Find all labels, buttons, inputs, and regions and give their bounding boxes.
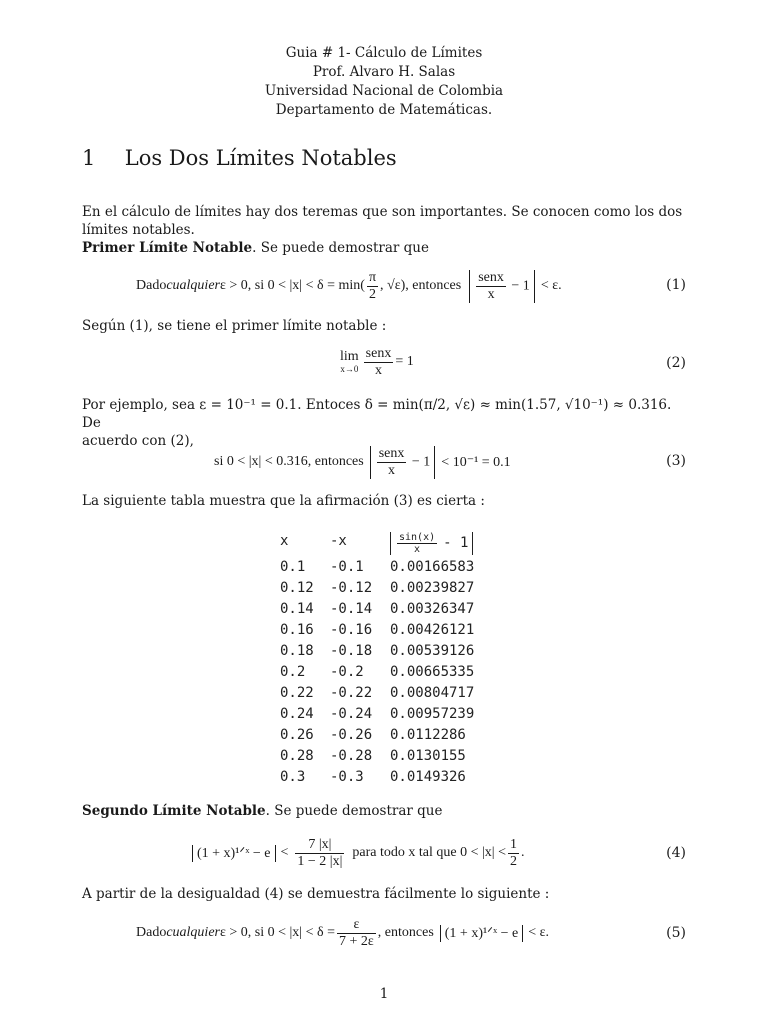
cell-x: 0.1	[280, 558, 306, 575]
eq4-fraction	[295, 837, 344, 870]
eq5-fraction	[337, 917, 376, 950]
table-header-abs-diff	[390, 526, 510, 556]
table-row	[280, 619, 510, 640]
cell-abs-diff: 0.0130155	[390, 747, 466, 764]
equation-2	[340, 342, 414, 382]
table-header-tail: - 1	[443, 535, 469, 551]
table-row	[280, 556, 510, 577]
section-title: Los Dos Límites Notables	[124, 146, 397, 170]
eq2-lim: lim	[340, 349, 359, 364]
cell-abs-diff: 0.00539126	[390, 642, 475, 659]
eq1-italic: cualquier	[166, 278, 220, 293]
eq1-text: , √ε), entonces	[380, 278, 462, 293]
eq3-absolute	[370, 446, 436, 479]
eq3-text: si 0 < |x| < 0.316, entonces	[214, 454, 364, 469]
cell-abs-diff: 0.00239827	[390, 579, 475, 596]
eq5-italic: cualquier	[166, 925, 220, 940]
eq3-abs-tail: − 1	[411, 454, 431, 470]
second-limit-paragraph	[82, 802, 442, 820]
cell-abs-diff: 0.00426121	[390, 621, 475, 638]
cell-x: 0.3	[280, 768, 306, 785]
table-row	[280, 577, 510, 598]
equation-1	[136, 266, 562, 306]
eq1-abs-tail: − 1	[511, 278, 530, 294]
equation-number-5: (5)	[666, 925, 686, 941]
table-header-x: x	[280, 533, 289, 549]
equation-number-2: (2)	[666, 355, 686, 371]
eq5-tail: < ε.	[528, 925, 550, 940]
equation-number-3: (3)	[666, 453, 686, 469]
header-university: Universidad Nacional de Colombia	[264, 83, 504, 99]
first-limit-paragraph	[82, 239, 429, 257]
eq1-abs-fraction	[476, 270, 506, 303]
eq4-den: 1 − 2 |x|	[297, 853, 343, 869]
table-row	[280, 598, 510, 619]
section-number: 1	[82, 146, 96, 170]
cell-abs-diff: 0.00665335	[390, 663, 475, 680]
cell-x: 0.26	[280, 726, 314, 743]
section-heading	[82, 146, 397, 170]
table-row	[280, 724, 510, 745]
header-author: Prof. Alvaro H. Salas	[312, 64, 456, 80]
eq4-end: .	[521, 845, 525, 860]
eq5-text: Dado	[136, 925, 167, 940]
equation-number-1: (1)	[666, 277, 686, 293]
cell-abs-diff: 0.00804717	[390, 684, 475, 701]
eq1-frac-num: π	[368, 269, 377, 285]
eq1-frac-den: 2	[368, 286, 376, 302]
table-row	[280, 640, 510, 661]
cell-abs-diff: 0.0149326	[390, 768, 466, 785]
example-line-1: Por ejemplo, sea ε = 10⁻¹ = 0.1. Entoces δ = min(π/2, √ε) ≈ min(1.57, √10⁻¹) ≈ 0.316. De	[82, 397, 672, 431]
cell-neg-x: -0.1	[330, 558, 364, 575]
cell-neg-x: -0.2	[330, 663, 364, 680]
cell-abs-diff: 0.00957239	[390, 705, 475, 722]
cell-abs-diff: 0.00326347	[390, 600, 475, 617]
cell-x: 0.2	[280, 663, 306, 680]
eq5-den: 7 + 2ε	[339, 933, 374, 949]
eq2-limit	[340, 350, 359, 374]
cell-neg-x: -0.3	[330, 768, 364, 785]
cell-x: 0.18	[280, 642, 314, 659]
cell-abs-diff: 0.0112286	[390, 726, 466, 743]
cell-x: 0.28	[280, 747, 314, 764]
eq1-text: < ε.	[540, 278, 562, 293]
table-header-neg-x: -x	[330, 533, 347, 549]
eq2-num: senx	[365, 345, 392, 361]
eq3-text: < 10⁻¹ = 0.1	[441, 454, 511, 470]
table-intro: La siguiente tabla muestra que la afirmación (3) es cierta :	[82, 493, 485, 509]
eq1-absolute	[469, 270, 535, 303]
cell-x: 0.14	[280, 600, 314, 617]
eq4-half	[508, 837, 519, 870]
first-limit-heading: Primer Límite Notable	[82, 240, 253, 256]
cell-x: 0.16	[280, 621, 314, 638]
table-header-den: x	[414, 543, 421, 555]
eq4-less-than: <	[280, 845, 289, 860]
eq4-absolute: (1 + x)¹ᐟˣ − e	[192, 845, 276, 862]
partir-paragraph: A partir de la desigualdad (4) se demuestra fácilmente lo siguiente :	[82, 886, 550, 902]
cell-neg-x: -0.18	[330, 642, 373, 659]
eq4-half-den: 2	[510, 853, 518, 869]
cell-neg-x: -0.12	[330, 579, 373, 596]
eq5-num: ε	[337, 917, 376, 934]
equation-3	[214, 442, 511, 482]
second-limit-heading: Segundo Límite Notable	[82, 803, 266, 819]
table-row	[280, 766, 510, 787]
eq5-text: , entonces	[377, 925, 434, 940]
second-limit-lead: . Se puede demostrar que	[265, 803, 443, 819]
eq3-num: senx	[378, 445, 405, 461]
cell-x: 0.12	[280, 579, 314, 596]
first-limit-lead: . Se puede demostrar que	[252, 240, 429, 256]
table-header-fraction	[397, 532, 437, 555]
table-row	[280, 745, 510, 766]
eq2-sub: x→0	[340, 364, 359, 374]
cell-neg-x: -0.16	[330, 621, 373, 638]
eq1-text: ε > 0, si 0 < |x| < δ = min(	[219, 278, 365, 293]
page-number: 1	[379, 986, 389, 1002]
eq4-text: para todo x tal que 0 < |x| <	[352, 845, 507, 860]
cell-neg-x: -0.22	[330, 684, 373, 701]
eq3-den: x	[388, 462, 396, 478]
eq1-text: Dado	[136, 278, 167, 293]
table-header-row	[280, 526, 510, 556]
cell-neg-x: -0.14	[330, 600, 373, 617]
eq1-abs-den: x	[487, 286, 495, 302]
eq5-text: ε > 0, si 0 < |x| < δ =	[219, 925, 335, 940]
eq1-abs-num: senx	[478, 269, 504, 285]
eq4-half-num: 1	[510, 836, 518, 852]
eq4-num: 7 |x|	[295, 837, 344, 854]
cell-x: 0.24	[280, 705, 314, 722]
document-header	[0, 44, 768, 120]
segun-paragraph: Según (1), se tiene el primer límite notable :	[82, 318, 387, 334]
eq5-absolute: (1 + x)¹ᐟˣ − e	[440, 925, 524, 942]
eq2-fraction	[364, 346, 394, 379]
intro-paragraph: En el cálculo de límites hay dos teremas que son importantes. Se conocen como los dos límites notables.	[82, 204, 683, 238]
cell-x: 0.22	[280, 684, 314, 701]
table-row	[280, 661, 510, 682]
header-department: Departamento de Matemáticas.	[275, 102, 493, 118]
cell-neg-x: -0.24	[330, 705, 373, 722]
equation-4	[192, 830, 525, 876]
table-row	[280, 682, 510, 703]
eq1-fraction	[367, 270, 378, 303]
eq2-tail: = 1	[395, 354, 414, 369]
cell-neg-x: -0.26	[330, 726, 373, 743]
table-header-num: sin(x)	[399, 531, 436, 543]
example-line-2: acuerdo con (2),	[82, 433, 194, 449]
table-body	[280, 556, 510, 787]
equation-5	[136, 912, 549, 954]
values-table	[280, 526, 510, 787]
eq3-fraction	[377, 446, 407, 479]
equation-number-4: (4)	[666, 845, 686, 861]
eq2-den: x	[375, 362, 382, 378]
cell-neg-x: -0.28	[330, 747, 373, 764]
header-title: Guia # 1- Cálculo de Límites	[285, 45, 483, 61]
cell-abs-diff: 0.00166583	[390, 558, 475, 575]
table-row	[280, 703, 510, 724]
